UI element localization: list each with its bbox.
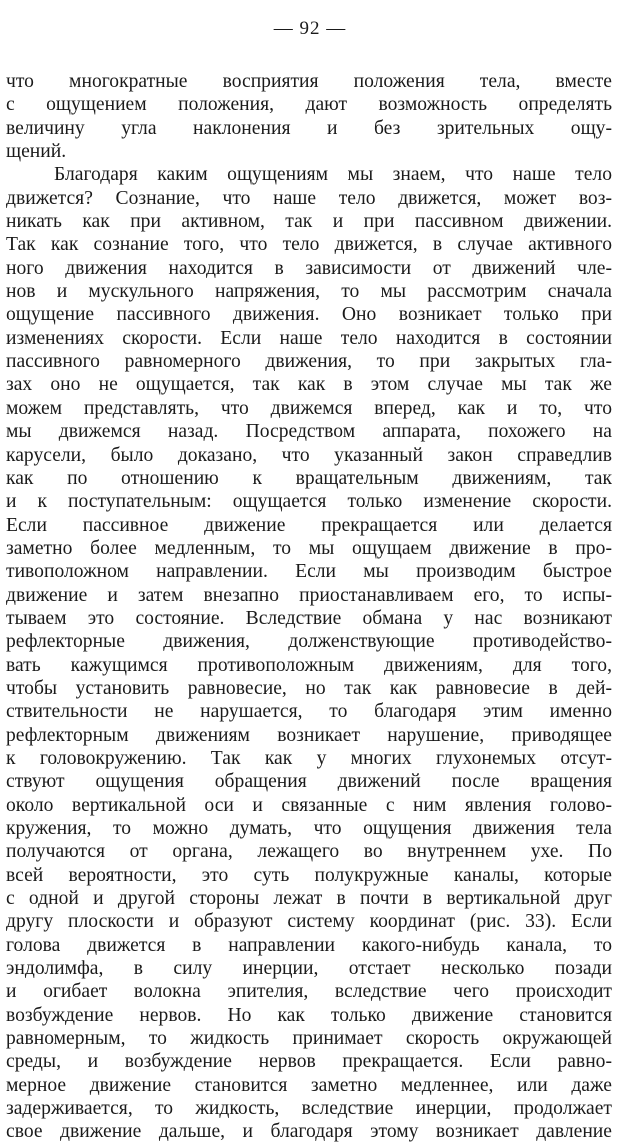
text-line: Благодаря каким ощущениям мы знаем, что наше тело (54, 164, 612, 186)
text-line: к головокружению. Так как у многих глухонемых отсут- (6, 747, 612, 769)
text-line: и огибает волокна эпителия, вследствие чего происходит (6, 981, 612, 1003)
text-line: и к поступательным: ощущается только изменение скорости. (6, 491, 612, 513)
text-line: возбуждение нервов. Но как только движение становится (6, 1004, 612, 1026)
text-line: свое движение дальше, и благодаря этому возникает давление (6, 1121, 612, 1143)
text-line: карусели, было доказано, что указанный закон справедлив (6, 444, 612, 466)
text-line: получаются от органа, лежащего во внутреннем ухе. По (6, 841, 612, 863)
text-line: движется? Сознание, что наше тело движется, может воз- (6, 187, 612, 209)
text-line: щений. (6, 141, 67, 163)
text-line: что многократные восприятия положения тела, вместе (6, 71, 612, 92)
text-line: зах оно не ощущается, так как в этом случае мы так же (6, 374, 612, 396)
text-line: мерное движение становится заметно медленнее, или даже (6, 1074, 612, 1096)
text-line: рефлекторные движения, долженствующие противодейство- (6, 631, 612, 653)
text-line: тываем это состояние. Вследствие обмана у нас возникают (6, 607, 612, 629)
text-line: никать как при активном, так и при пассивном движении. (6, 211, 612, 233)
text-line: нов и мускульного напряжения, то мы рассмотрим сначала (6, 281, 612, 303)
text-line: тивоположном направлении. Если мы производим быстрое (6, 561, 612, 583)
text-line: как по отношению к вращательным движениям, так (6, 467, 612, 489)
page-number: — 92 — (273, 18, 347, 39)
text-line: изменениях скорости. Если наше тело находится в состоянии (6, 327, 612, 349)
text-line: голова движется в направлении какого-нибудь канала, то (6, 934, 612, 956)
text-line: вать кажущимся противоположным движениям, для того, (6, 654, 612, 676)
text-line: с одной и другой стороны лежат в почти в вертикальной друг (6, 888, 612, 910)
text-line: задерживается, то жидкость, вследствие инерции, продолжает (6, 1098, 612, 1120)
text-line: равномерным, то жидкость принимает скорость окружающей (6, 1028, 612, 1050)
text-line: рефлекторным движениям возникает нарушение, приводящее (6, 724, 612, 746)
text-line: движение и затем внезапно приостанавливаем его, то испы- (6, 584, 612, 606)
text-line: ощущение пассивного движения. Оно возникает только при (6, 304, 612, 326)
text-line: кружения, то можно думать, что ощущения движения тела (6, 818, 612, 839)
text-line: ствуют ощущения обращения движений после вращения (6, 771, 612, 793)
text-line: величину угла наклонения и без зрительных ощу- (6, 117, 612, 139)
text-line: чтобы установить равновесие, но так как равновесие в дей- (6, 677, 612, 699)
text-line: ного движения находится в зависимости от движений чле- (6, 257, 612, 279)
text-line: ствительности не нарушается, то благодаря этим именно (6, 701, 612, 723)
text-line: Если пассивное движение прекращается или делается (6, 514, 612, 536)
text-line: мы движемся назад. Посредством аппарата, похожего на (6, 421, 612, 443)
text-line: заметно более медленным, то мы ощущаем движение в про- (6, 537, 612, 559)
text-line: с ощущением положения, дают возможность определять (6, 94, 612, 116)
text-line: около вертикальной оси и связанные с ним явления голово- (6, 794, 612, 816)
text-line: можем представлять, что движемся вперед, как и то, что (6, 397, 612, 419)
text-line: эндолимфа, в силу инерции, отстает несколько позади (6, 958, 612, 980)
text-line: Так как сознание того, что тело движется, в случае активного (6, 234, 612, 256)
text-line: среды, и возбуждение нервов прекращается. Если равно- (6, 1051, 612, 1073)
text-line: другу плоскости и образуют систему координат (рис. 33). Если (6, 911, 612, 933)
page-text-body (6, 70, 612, 1144)
text-line: всей вероятности, это суть полукружные каналы, которые (6, 864, 612, 886)
text-line: пассивного равномерного движения, то при закрытых гла- (6, 351, 612, 373)
